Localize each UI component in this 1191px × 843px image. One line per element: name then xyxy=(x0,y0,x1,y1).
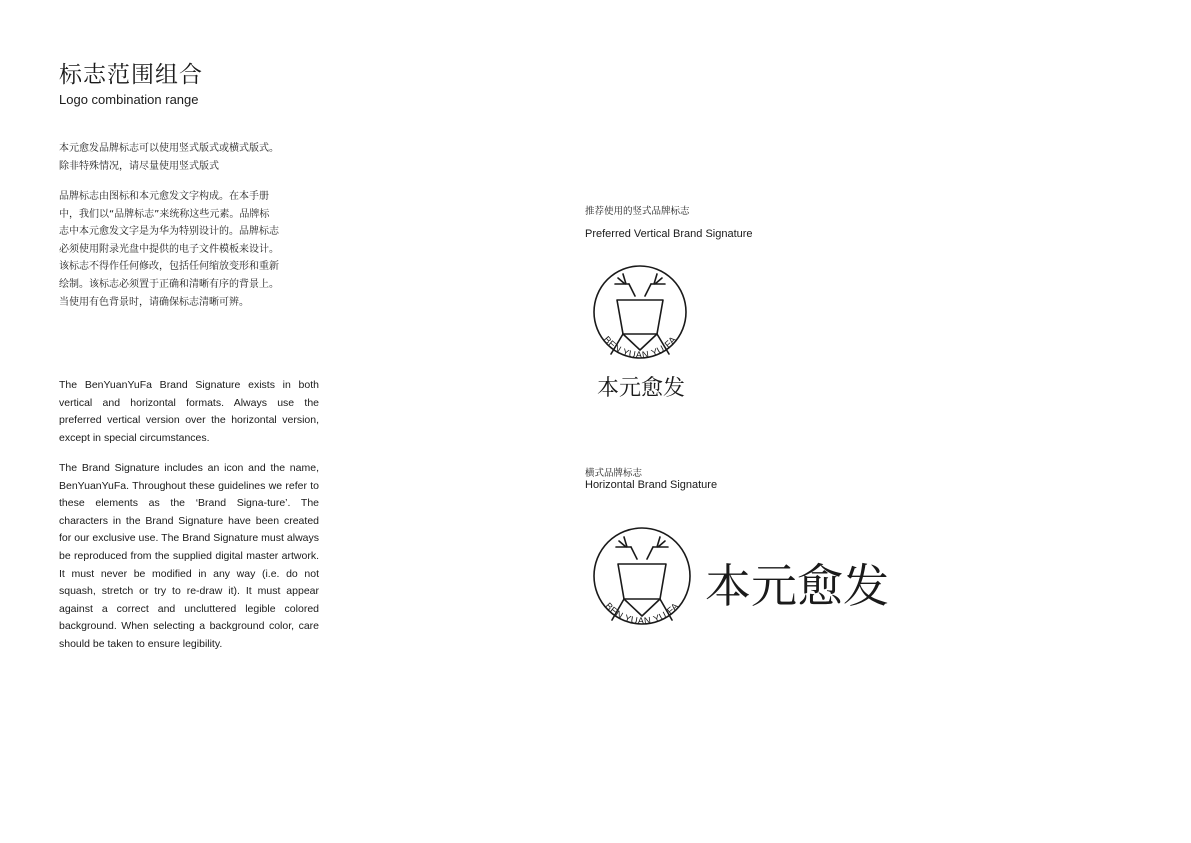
body-en-text: The BenYuanYuFa Brand Signature exists in both vertical and horizontal formats. Always use the preferred vertical version over the horizontal version, except in special circumstances. xyxy=(59,379,319,444)
body-en-text: The Brand Signature includes an icon and the name, BenYuanYuFa. Throughout these guidelines we refer to these elements as the ‘Brand Signa-ture’. The characters in the Brand Signature have been created for our exclusive use. The Brand Signature must always be reproduced from the supplied digital master artwork. It must never be modified in any way (i.e. do not squash, stretch or try to re-draw it). It must appear against a correct and uncluttered legible colored background. When selecting a background color, care should be taken to ensure legibility. xyxy=(59,462,319,650)
vertical-caption-en: Preferred Vertical Brand Signature xyxy=(585,228,753,240)
body-en-para1 xyxy=(59,377,319,447)
ring-text: BEN YUAN YU FA xyxy=(600,334,680,362)
page-subtitle: Logo combination range xyxy=(59,92,199,107)
body-cn-line: 必须使用附录光盘中提供的电子文件模板来设计。 xyxy=(59,243,279,255)
intro-cn-line: 本元愈发品牌标志可以使用竖式版式或横式版式。 xyxy=(59,143,279,154)
vertical-caption-cn: 推荐使用的竖式品牌标志 xyxy=(585,206,690,217)
body-cn-line: 绘制。该标志必须置于正确和清晰有序的背景上。 xyxy=(59,278,279,290)
ring-text: BEN YUAN YU FA xyxy=(602,600,682,628)
body-cn xyxy=(59,188,321,311)
vertical-brand-signature xyxy=(585,262,695,407)
horizontal-caption-cn: 横式品牌标志 xyxy=(585,468,643,479)
intro-cn xyxy=(59,140,321,175)
body-cn-line: 当使用有色背景时，请确保标志清晰可辨。 xyxy=(59,296,249,308)
body-cn-line: 该标志不得作任何修改，包括任何缩放变形和重新 xyxy=(59,261,279,273)
body-en-para2 xyxy=(59,460,319,654)
wordmark: 本元愈发 xyxy=(705,560,889,612)
body-cn-line: 中，我们以“品牌标志”来统称这些元素。品牌标 xyxy=(59,208,270,220)
body-cn-line: 品牌标志由图标和本元愈发文字构成。在本手册 xyxy=(59,191,269,202)
horizontal-caption-en: Horizontal Brand Signature xyxy=(585,479,718,491)
body-cn-line: 志中本元愈发文字是为华为特别设计的。品牌标志 xyxy=(59,226,279,238)
intro-cn-line: 除非特殊情况，请尽量使用竖式版式 xyxy=(59,160,219,172)
wordmark: 本元愈发 xyxy=(597,375,686,400)
page-title: 标志范围组合 xyxy=(59,62,203,88)
horizontal-brand-signature xyxy=(585,524,915,639)
